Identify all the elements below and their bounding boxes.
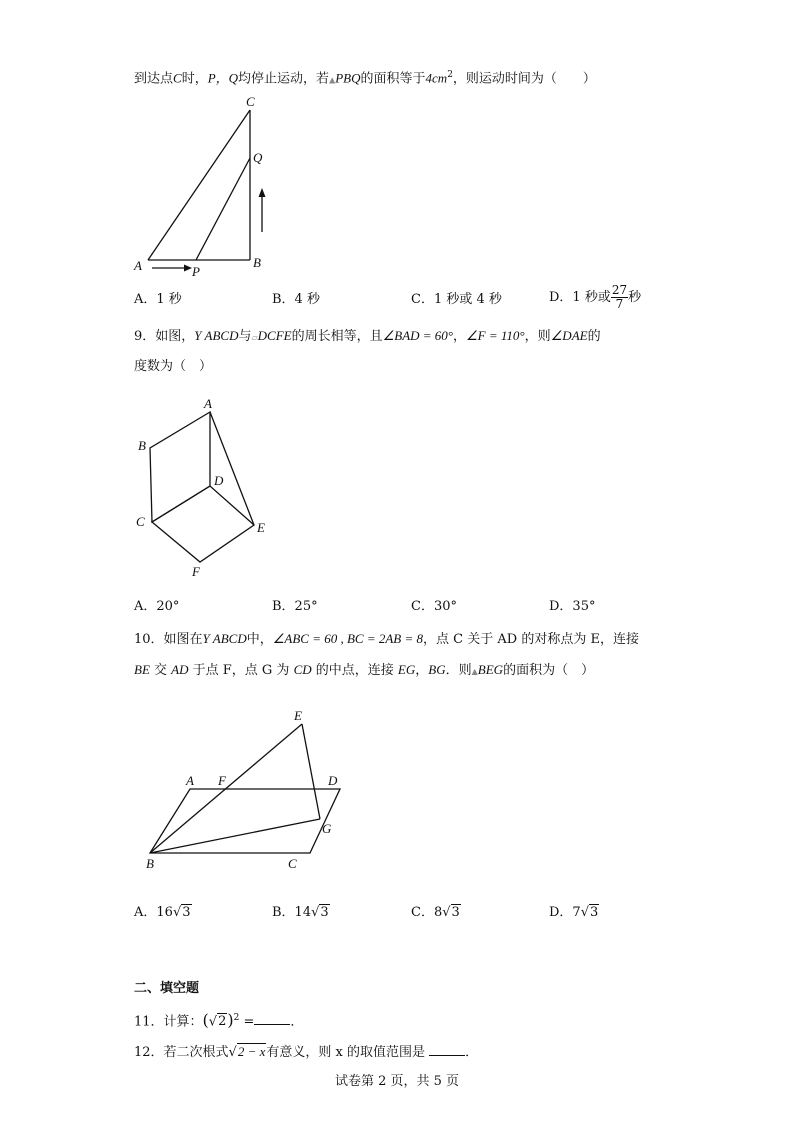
label-E: E bbox=[294, 708, 302, 723]
q9-stem-line2: 度数为（ ） bbox=[134, 359, 213, 374]
q8-option-a[interactable]: A．1 秒 bbox=[134, 292, 182, 307]
q10-option-c[interactable]: C．8√3 bbox=[411, 905, 460, 920]
answer-blank[interactable] bbox=[254, 1012, 290, 1025]
q10-figure bbox=[130, 700, 360, 875]
q9-option-c[interactable]: C．30° bbox=[411, 599, 457, 614]
q9-stem-line1: 9．如图，Y ABCD与▱DCFE的周长相等，且∠BAD = 60°，∠F = 110°，则∠DAE的 bbox=[134, 328, 601, 344]
page-footer: 试卷第 2 页，共 5 页 bbox=[334, 1074, 460, 1089]
label-P: P bbox=[192, 264, 200, 279]
label-G: G bbox=[322, 821, 332, 836]
label-B: B bbox=[138, 438, 146, 453]
label-D: D bbox=[214, 473, 224, 488]
q9-option-b[interactable]: B．25° bbox=[272, 599, 318, 614]
q9-option-d[interactable]: D．35° bbox=[549, 599, 596, 614]
label-C: C bbox=[136, 514, 145, 529]
q10-option-a[interactable]: A．16√3 bbox=[134, 905, 191, 920]
label-B: B bbox=[253, 255, 261, 270]
q12-stem: 12．若二次根式√2 − x有意义，则 x 的取值范围是 ． bbox=[134, 1044, 479, 1060]
label-A: A bbox=[186, 773, 194, 788]
label-F: F bbox=[192, 564, 200, 579]
label-A: A bbox=[204, 396, 212, 411]
triangle-symbol-icon: ▲ bbox=[471, 667, 478, 676]
q9-option-a[interactable]: A．20° bbox=[134, 599, 180, 614]
label-E: E bbox=[257, 520, 265, 535]
q10-stem-line2: BE 交 AD 于点 F，点 G 为 CD 的中点，连接 EG，BG．则▲BEG的面积为（ ） bbox=[134, 662, 595, 678]
q8-option-c[interactable]: C．1 秒或 4 秒 bbox=[411, 292, 502, 307]
q9-figure bbox=[130, 390, 290, 585]
answer-blank[interactable] bbox=[429, 1043, 465, 1056]
label-F: F bbox=[218, 773, 226, 788]
label-Q: Q bbox=[253, 150, 263, 165]
q8-option-b[interactable]: B．4 秒 bbox=[272, 292, 320, 307]
q8-stem: 到达点C时，P，Q均停止运动，若▲PBQ的面积等于$4cm^2$，则运动时间为（ ） bbox=[134, 70, 596, 87]
section-title: 二、填空题 bbox=[134, 981, 200, 996]
label-C: C bbox=[288, 856, 297, 871]
q11-stem: 11．计算：$(√2)^2$ = ． bbox=[134, 1010, 304, 1030]
parallelogram-symbol-icon: ▱ bbox=[251, 333, 258, 342]
fraction: $\frac{27}{7}$ bbox=[611, 283, 628, 311]
q8-figure bbox=[130, 90, 280, 280]
q10-option-d[interactable]: D．7√3 bbox=[549, 905, 599, 920]
label-A: A bbox=[134, 258, 142, 273]
q10-option-b[interactable]: B．14√3 bbox=[272, 905, 329, 920]
label-C: C bbox=[246, 94, 255, 109]
triangle-symbol-icon: ▲ bbox=[329, 75, 336, 85]
q8-option-d[interactable]: D．1 秒或 $\frac{27}{7}$ 秒 bbox=[549, 283, 642, 311]
q10-stem-line1: 10．如图在Y ABCD中，∠ABC = 60 , BC = 2AB = 8，点 C 关于 AD 的对称点为 E，连接 bbox=[134, 631, 639, 647]
label-B: B bbox=[146, 856, 154, 871]
label-D: D bbox=[328, 773, 338, 788]
